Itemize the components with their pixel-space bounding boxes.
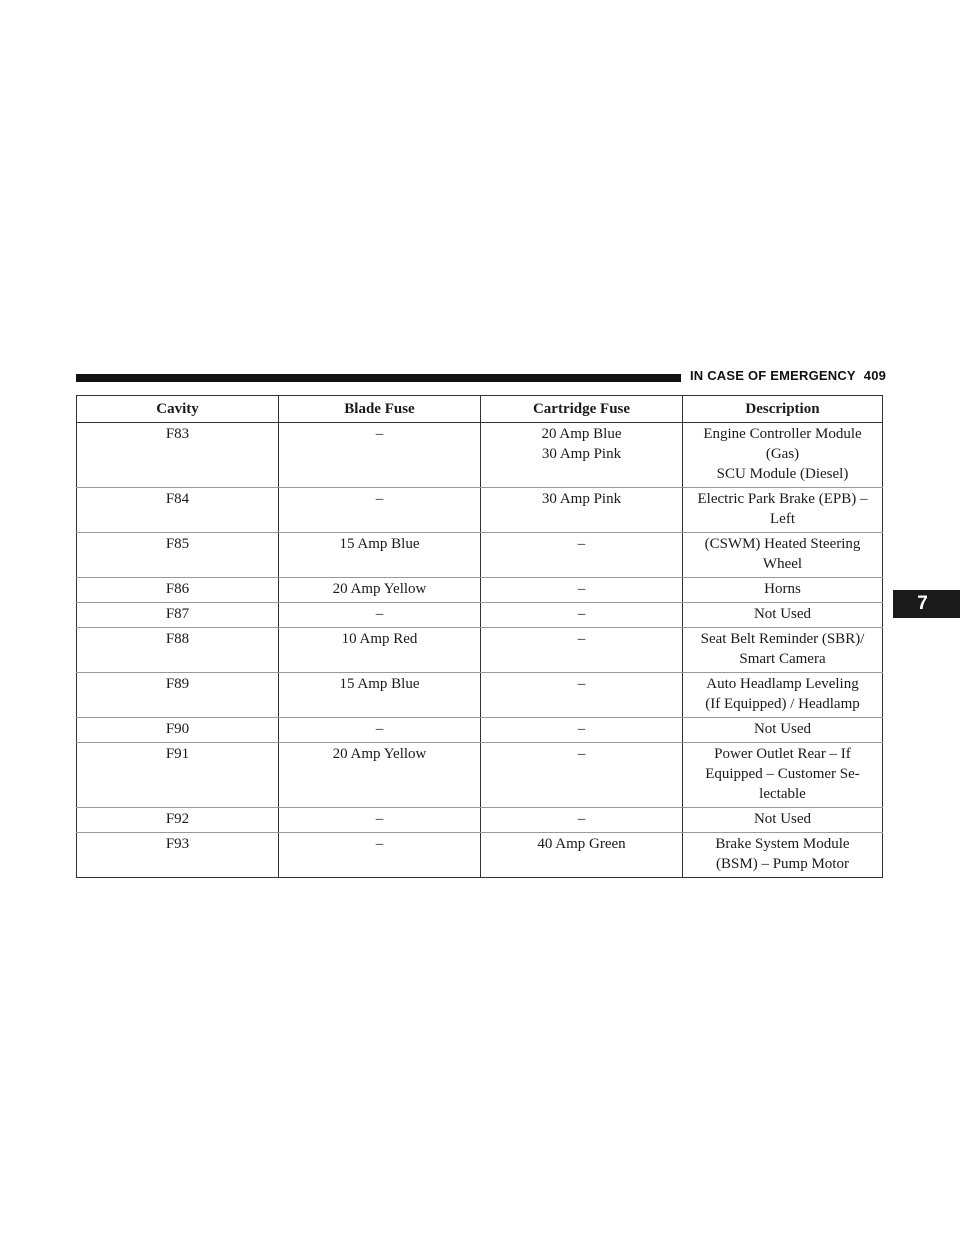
table-row bbox=[77, 533, 883, 578]
header-rule bbox=[76, 374, 681, 382]
running-header bbox=[690, 368, 920, 388]
description-cell bbox=[683, 808, 883, 833]
description-cell bbox=[683, 743, 883, 808]
table-row bbox=[77, 718, 883, 743]
cavity-cell: F89 bbox=[77, 673, 279, 718]
cartridge-fuse-line: – bbox=[577, 631, 586, 647]
cavity-cell: F88 bbox=[77, 628, 279, 673]
cartridge-fuse-cell bbox=[481, 833, 683, 878]
cartridge-fuse-line: – bbox=[577, 581, 586, 597]
blade-fuse-line: 15 Amp Blue bbox=[339, 676, 420, 692]
description-line: SCU Module (Diesel) bbox=[716, 466, 849, 482]
description-line: Brake System Module bbox=[715, 836, 850, 852]
description-cell bbox=[683, 578, 883, 603]
cavity-cell: F83 bbox=[77, 423, 279, 488]
description-line: Engine Controller Module bbox=[703, 426, 862, 442]
chapter-tab: 7 bbox=[893, 590, 960, 618]
cartridge-fuse-line: – bbox=[577, 676, 586, 692]
column-header-cavity: Cavity bbox=[77, 396, 279, 423]
description-cell bbox=[683, 603, 883, 628]
blade-fuse-line: – bbox=[375, 721, 384, 737]
cartridge-fuse-cell bbox=[481, 578, 683, 603]
table-row bbox=[77, 833, 883, 878]
cartridge-fuse-cell bbox=[481, 488, 683, 533]
description-line: Wheel bbox=[762, 556, 803, 572]
cartridge-fuse-line: – bbox=[577, 536, 586, 552]
cartridge-fuse-cell bbox=[481, 533, 683, 578]
cavity-cell: F87 bbox=[77, 603, 279, 628]
description-line: Power Outlet Rear – If bbox=[714, 746, 851, 762]
column-header-cartridge-fuse: Cartridge Fuse bbox=[481, 396, 683, 423]
cartridge-fuse-cell bbox=[481, 603, 683, 628]
description-cell bbox=[683, 833, 883, 878]
description-line: Smart Camera bbox=[739, 651, 826, 667]
blade-fuse-cell bbox=[279, 488, 481, 533]
page-number: 409 bbox=[863, 368, 887, 383]
cartridge-fuse-cell bbox=[481, 718, 683, 743]
description-cell bbox=[683, 423, 883, 488]
table-row bbox=[77, 743, 883, 808]
table-row bbox=[77, 603, 883, 628]
cartridge-fuse-cell bbox=[481, 628, 683, 673]
table-row bbox=[77, 808, 883, 833]
cavity-cell: F91 bbox=[77, 743, 279, 808]
description-line: Left bbox=[770, 511, 795, 527]
cartridge-fuse-line: 40 Amp Green bbox=[537, 836, 626, 852]
cavity-cell: F93 bbox=[77, 833, 279, 878]
blade-fuse-line: – bbox=[375, 836, 384, 852]
table-row bbox=[77, 673, 883, 718]
blade-fuse-cell bbox=[279, 628, 481, 673]
blade-fuse-line: – bbox=[375, 491, 384, 507]
section-title: IN CASE OF EMERGENCY bbox=[690, 368, 856, 383]
blade-fuse-cell bbox=[279, 673, 481, 718]
description-line: Not Used bbox=[753, 721, 812, 737]
blade-fuse-cell bbox=[279, 603, 481, 628]
cartridge-fuse-line: 20 Amp Blue bbox=[541, 426, 622, 442]
cartridge-fuse-line: 30 Amp Pink bbox=[541, 446, 622, 462]
description-cell bbox=[683, 533, 883, 578]
blade-fuse-cell bbox=[279, 833, 481, 878]
fuse-table bbox=[76, 395, 883, 878]
cavity-cell: F92 bbox=[77, 808, 279, 833]
blade-fuse-line: 20 Amp Yellow bbox=[332, 746, 427, 762]
blade-fuse-cell bbox=[279, 423, 481, 488]
description-line: Equipped – Customer Se- bbox=[705, 766, 860, 782]
description-line: Horns bbox=[764, 581, 801, 597]
description-line: Auto Headlamp Leveling bbox=[706, 676, 859, 692]
description-line: (CSWM) Heated Steering bbox=[704, 536, 861, 552]
description-cell bbox=[683, 718, 883, 743]
description-line: (If Equipped) / Headlamp bbox=[705, 696, 860, 712]
blade-fuse-line: 20 Amp Yellow bbox=[332, 581, 427, 597]
table-row bbox=[77, 628, 883, 673]
fuse-table-body bbox=[77, 423, 883, 878]
cartridge-fuse-line: – bbox=[577, 606, 586, 622]
cavity-cell: F84 bbox=[77, 488, 279, 533]
description-line: (BSM) – Pump Motor bbox=[716, 856, 849, 872]
cartridge-fuse-line: 30 Amp Pink bbox=[541, 491, 622, 507]
cavity-cell: F85 bbox=[77, 533, 279, 578]
cavity-cell: F86 bbox=[77, 578, 279, 603]
cavity-cell: F90 bbox=[77, 718, 279, 743]
cartridge-fuse-cell bbox=[481, 808, 683, 833]
description-line: Electric Park Brake (EPB) – bbox=[697, 491, 868, 507]
blade-fuse-line: – bbox=[375, 606, 384, 622]
blade-fuse-cell bbox=[279, 808, 481, 833]
description-line: lectable bbox=[759, 786, 806, 802]
description-line: Seat Belt Reminder (SBR)/ bbox=[700, 631, 865, 647]
column-header-description: Description bbox=[683, 396, 883, 423]
table-row bbox=[77, 423, 883, 488]
cartridge-fuse-cell bbox=[481, 743, 683, 808]
cartridge-fuse-line: – bbox=[577, 721, 586, 737]
description-cell bbox=[683, 673, 883, 718]
column-header-blade-fuse: Blade Fuse bbox=[279, 396, 481, 423]
table-header-row bbox=[77, 396, 883, 423]
description-cell bbox=[683, 628, 883, 673]
blade-fuse-line: – bbox=[375, 426, 384, 442]
description-line: Not Used bbox=[753, 606, 812, 622]
table-row bbox=[77, 488, 883, 533]
description-line: Not Used bbox=[753, 811, 812, 827]
blade-fuse-cell bbox=[279, 743, 481, 808]
cartridge-fuse-line: – bbox=[577, 811, 586, 827]
cartridge-fuse-cell bbox=[481, 423, 683, 488]
description-line: (Gas) bbox=[765, 446, 800, 462]
blade-fuse-cell bbox=[279, 578, 481, 603]
blade-fuse-line: 10 Amp Red bbox=[341, 631, 418, 647]
blade-fuse-cell bbox=[279, 533, 481, 578]
table-row bbox=[77, 578, 883, 603]
blade-fuse-line: 15 Amp Blue bbox=[339, 536, 420, 552]
cartridge-fuse-cell bbox=[481, 673, 683, 718]
description-cell bbox=[683, 488, 883, 533]
blade-fuse-line: – bbox=[375, 811, 384, 827]
blade-fuse-cell bbox=[279, 718, 481, 743]
cartridge-fuse-line: – bbox=[577, 746, 586, 762]
